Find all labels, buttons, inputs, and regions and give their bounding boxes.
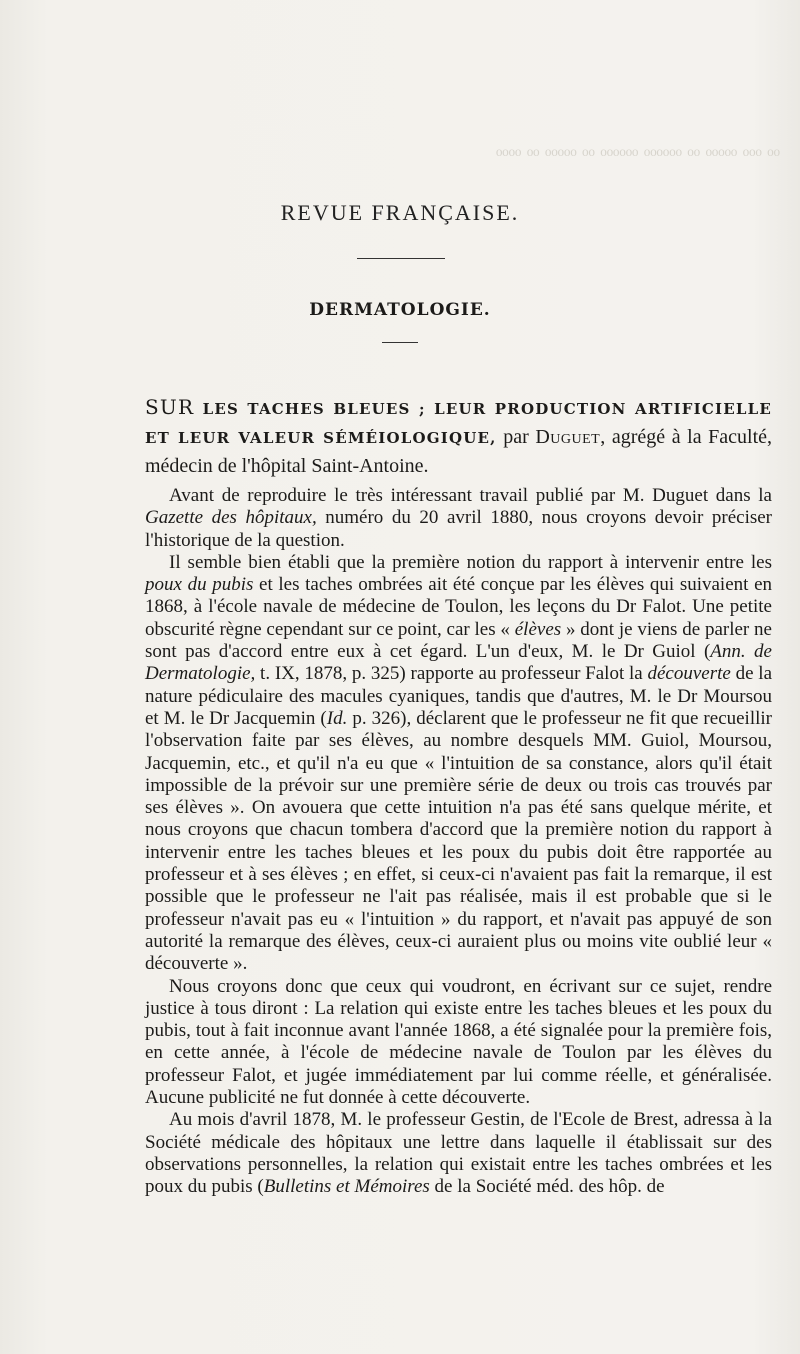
author-name: Duguet xyxy=(535,426,601,448)
author-affiliation: , agrégé à la Faculté, médecin de l'hôpital Saint-Antoine. xyxy=(145,426,773,477)
text-run: de la Société méd. des hôp. de xyxy=(429,1176,665,1198)
italic-text: poux du pubis xyxy=(145,574,254,596)
section-title: DERMATOLOGIE. xyxy=(309,300,491,320)
title-first-word: SUR xyxy=(145,395,195,419)
text-run: t. IX, 1878, p. 325) rapporte au professeur Falot la xyxy=(255,663,648,685)
paragraph xyxy=(145,552,772,976)
author-prefix: par xyxy=(503,426,529,448)
text-run: Avant de reproduire le très intéressant travail publié par M. Duguet dans la xyxy=(169,485,772,506)
text-run: Nous croyons donc que ceux qui voudront, en écrivant sur ce sujet, rendre justice à tous diront : La relation qui existe entre les taches bleues et les poux du pubis, tout à fait inconnue avant l'année 1868, a été signalée pour la première fois, en cette année, à l'école de médecine navale de Toulon par les élèves du professeur Falot, et jugée immédiatement par lui comme réelle, et généralisée. Aucune publicité ne fut donnée à cette découverte. xyxy=(145,975,772,1109)
paragraph xyxy=(145,485,772,552)
text-run: Au mois d'avril 1878, M. le professeur Gestin, de l'Ecole de Brest, adressa à la Société médicale des hôpitaux une lettre dans laquelle il établissait sur des observations personnelles, la relation qui existait entre les taches ombrées et les poux du pubis ( xyxy=(145,1109,772,1198)
text-run: numéro du 20 avril 1880, nous croyons devoir préciser l'historique de la question. xyxy=(145,507,772,551)
text-run: p. 326), déclarent que le professeur ne fit que recueillir l'observation faite par ses élèves, au nombre desquels MM. Guiol, Moursou, Jacquemin, etc., et qu'il n'a eu que « l'intuition de sa constance, alors qu'il était impossible de la prévoir sur une première série de deux ou trois cas trouvés par ses élèves ». On avouera que cette intuition n'a pas été sans quelque mérite, et nous croyons que chacun tombera d'accord que la première notion du rapport à intervenir entre les taches bleues et les poux du pubis doit être rapportée au professeur et à ses élèves ; en effet, si ceux-ci n'avaient pas fait la remarque, il est possible que le professeur ne l'ait pas réalisée, mais il est probable que si le professeur n'avait pas eu « l'intuition » du rapport, et n'avait pas appuyé de son autorité la remarque des élèves, ceux-ci auraient plus ou moins vite oublié leur « découverte ». xyxy=(145,707,773,975)
italic-text: découverte xyxy=(647,663,731,685)
text-run: et les taches ombrées ait été conçue par les élèves qui suivaient en 1868, à l'école navale de médecine de Toulon, les leçons du Dr Falot. Une petite obscurité règne cependant sur ce point, car les « xyxy=(145,574,772,640)
running-head: REVUE FRANÇAISE. xyxy=(280,200,520,225)
italic-text: élèves xyxy=(514,618,562,640)
article-heading xyxy=(145,393,772,480)
italic-text: Bulletins et Mémoires xyxy=(263,1176,430,1198)
title-rule xyxy=(357,258,445,259)
article-body xyxy=(145,485,772,1199)
title-rest: LES TACHES BLEUES ; LEUR PRODUCTION ARTIFICIELLE ET LEUR VALEUR SÉMÉIOLOGIQUE, xyxy=(145,400,772,447)
show-through-text: ᵒᵒ ᵒᵒᵒ ᵒᵒᵒᵒᵒ ᵒᵒ ᵒᵒᵒᵒᵒᵒ ᵒᵒᵒᵒᵒᵒ ᵒᵒ ᵒᵒᵒᵒᵒ ᵒᵒ ᵒᵒᵒᵒ xyxy=(495,142,780,167)
text-run: Il semble bien établi que la première notion du rapport à intervenir entre les xyxy=(169,551,772,573)
paragraph xyxy=(145,976,772,1110)
italic-text: Ann. de Dermatologie, xyxy=(145,641,772,685)
italic-text: Id. xyxy=(326,707,348,729)
paragraph xyxy=(145,1109,772,1198)
section-rule xyxy=(382,342,418,343)
text-run: » dont je viens de parler ne sont pas d'accord entre eux à cet égard. L'un d'eux, M. le Dr Guiol ( xyxy=(145,618,772,663)
text-run: de la nature pédiculaire des macules cyaniques, tandis que d'autres, M. le Dr Moursou et M. le Dr Jacquemin ( xyxy=(145,663,772,729)
italic-text: Gazette des hôpitaux, xyxy=(145,507,317,529)
